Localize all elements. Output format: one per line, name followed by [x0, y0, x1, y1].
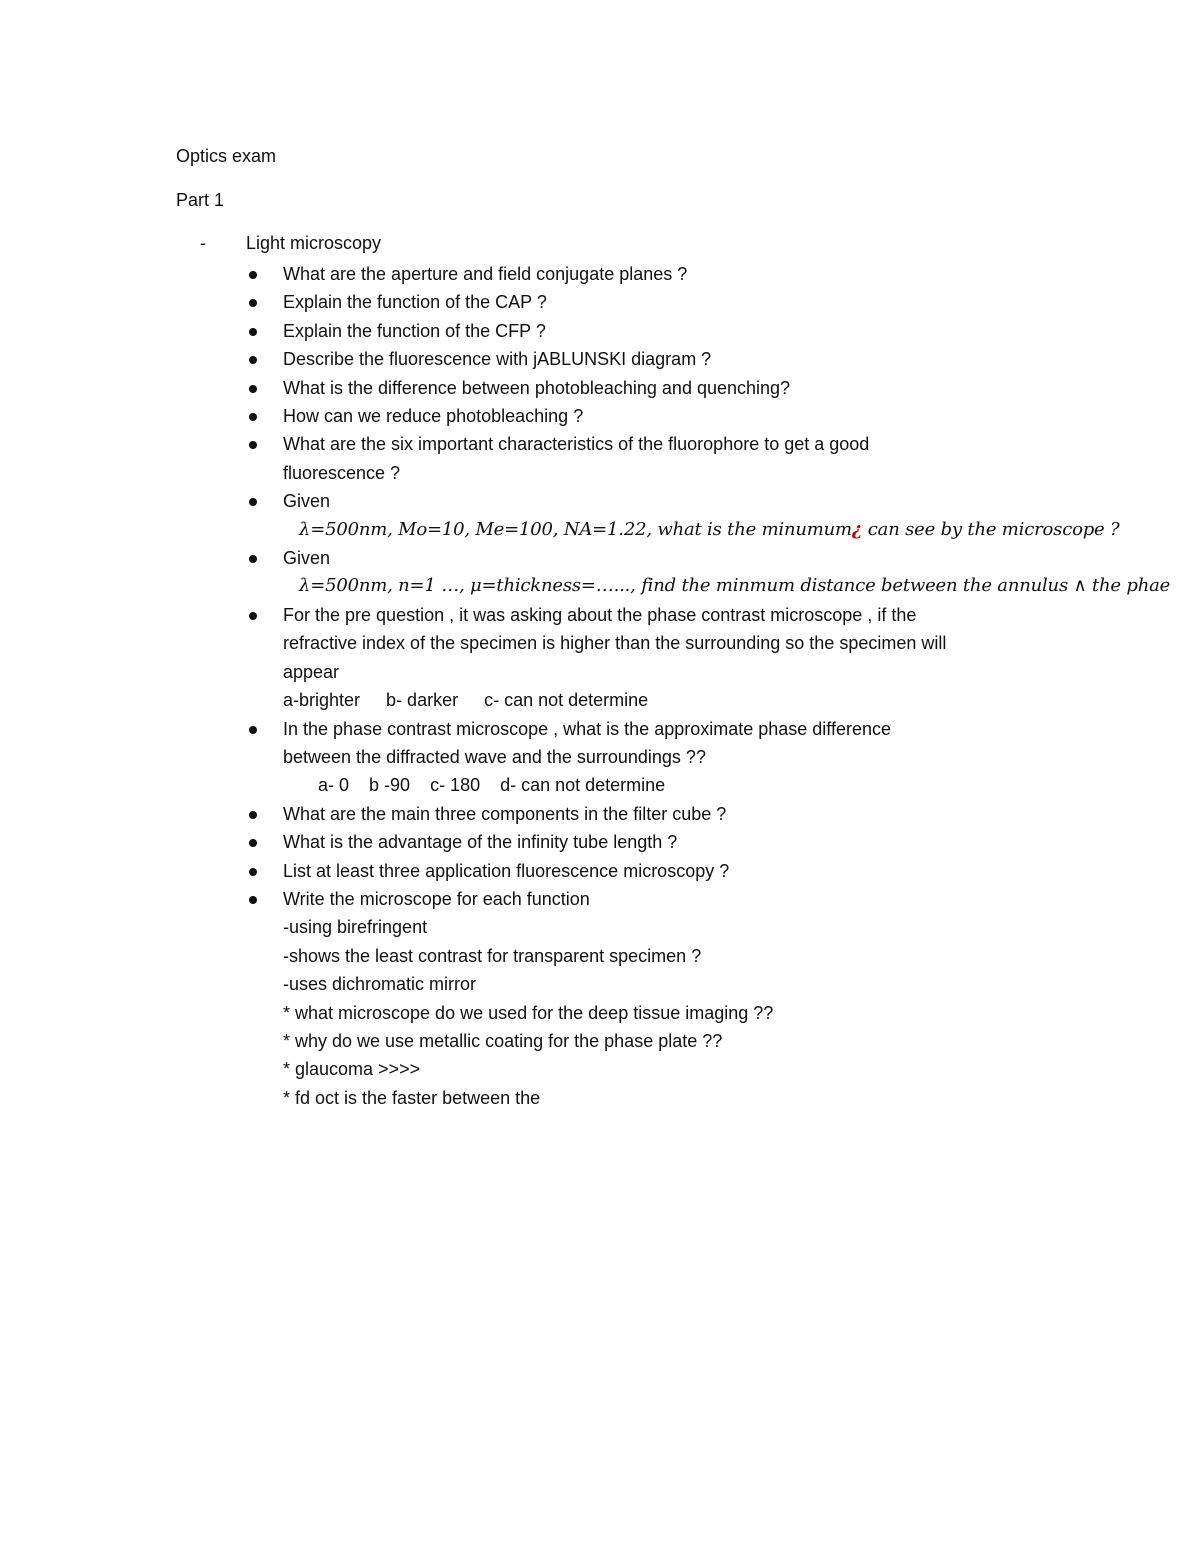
- question-text: -shows the least contrast for transparent specimen ?: [283, 945, 702, 966]
- list-item: [246, 402, 1196, 430]
- option-a: a-brighter: [283, 690, 361, 711]
- question-text: Describe the fluorescence with jABLUNSKI diagram ?: [283, 349, 712, 370]
- section-label: Light microscopy: [246, 233, 382, 253]
- question-text: * glaucoma >>>>: [283, 1059, 421, 1080]
- list-item: [246, 828, 1196, 856]
- bullet-icon: [249, 896, 257, 904]
- question-text: appear: [283, 661, 340, 682]
- bullet-icon: [249, 726, 257, 734]
- list-item: [246, 430, 1196, 487]
- given-label: Given: [283, 491, 331, 512]
- option-b: b -90: [369, 775, 411, 796]
- question-text: -uses dichromatic mirror: [283, 974, 477, 995]
- question-text: between the diffracted wave and the surroundings ??: [283, 746, 706, 767]
- list-item: [246, 857, 1196, 885]
- bullet-icon: [249, 498, 257, 506]
- bullet-icon: [249, 839, 257, 847]
- math-error-glyph: ¿: [851, 518, 863, 540]
- question-text: refractive index of the specimen is higher than the surrounding so the specimen will: [283, 633, 947, 654]
- answer-options: [283, 771, 1196, 799]
- math-text: can see by the microscope ?: [862, 518, 1120, 540]
- bullet-icon: [249, 328, 257, 336]
- list-item: [246, 487, 1196, 544]
- bullet-icon: [249, 356, 257, 364]
- question-text: * why do we use metallic coating for the phase plate ??: [283, 1030, 723, 1051]
- bullet-icon: [249, 612, 257, 620]
- list-item: [246, 601, 1196, 715]
- list-item: [246, 544, 1196, 601]
- option-c: c- can not determine: [484, 690, 649, 711]
- bullet-icon: [249, 271, 257, 279]
- question-text: * fd oct is the faster between the: [283, 1087, 541, 1108]
- bullet-icon: [249, 811, 257, 819]
- question-text: How can we reduce photobleaching ?: [283, 406, 584, 427]
- question-text: Explain the function of the CAP ?: [283, 292, 547, 313]
- document-title: Optics exam: [176, 146, 277, 166]
- given-label: Given: [283, 548, 331, 569]
- question-text: List at least three application fluorescence microscopy ?: [283, 860, 730, 881]
- list-item: [246, 715, 1196, 800]
- answer-options: [283, 686, 1196, 714]
- bullet-icon: [249, 555, 257, 563]
- list-item: [246, 317, 1196, 345]
- list-item: [246, 885, 1196, 1112]
- question-text: * what microscope do we used for the deep tissue imaging ??: [283, 1002, 774, 1023]
- bullet-icon: [249, 299, 257, 307]
- question-text: What are the six important characteristics of the fluorophore to get a good: [283, 434, 870, 455]
- math-expression: [283, 516, 1196, 544]
- list-item: [246, 374, 1196, 402]
- option-c: c- 180: [430, 775, 481, 796]
- math-expression: λ=500nm, n=1 …, μ=thickness=…..., find the minmum distance between the annulus ∧ the phae: [299, 575, 1171, 597]
- question-text: -using birefringent: [283, 917, 428, 938]
- question-text: Write the microscope for each function: [283, 888, 590, 909]
- bullet-icon: [249, 413, 257, 421]
- list-item: [246, 345, 1196, 373]
- list-item: [246, 800, 1196, 828]
- question-text: What is the difference between photobleaching and quenching?: [283, 377, 791, 398]
- bullet-icon: [249, 385, 257, 393]
- question-text: What are the main three components in the filter cube ?: [283, 803, 727, 824]
- list-item: [246, 288, 1196, 316]
- question-list: [246, 260, 1196, 1112]
- bullet-icon: [249, 868, 257, 876]
- section-dash: -: [200, 233, 206, 253]
- question-text: In the phase contrast microscope , what is the approximate phase difference: [283, 718, 892, 739]
- option-a: a- 0: [318, 775, 350, 796]
- question-text: What is the advantage of the infinity tube length ?: [283, 832, 678, 853]
- option-b: b- darker: [386, 690, 459, 711]
- section-heading: [200, 232, 381, 254]
- option-d: d- can not determine: [500, 775, 666, 796]
- bullet-icon: [249, 441, 257, 449]
- question-text: Explain the function of the CFP ?: [283, 320, 546, 341]
- math-text: λ=500nm, Mo=10, Me=100, NA=1.22, what is the minumum: [299, 518, 852, 540]
- part-heading: Part 1: [176, 190, 225, 210]
- question-text: For the pre question , it was asking about the phase contrast microscope , if the: [283, 604, 917, 625]
- list-item: [246, 260, 1196, 288]
- question-text: fluorescence ?: [283, 462, 401, 483]
- question-text: What are the aperture and field conjugate planes ?: [283, 264, 688, 284]
